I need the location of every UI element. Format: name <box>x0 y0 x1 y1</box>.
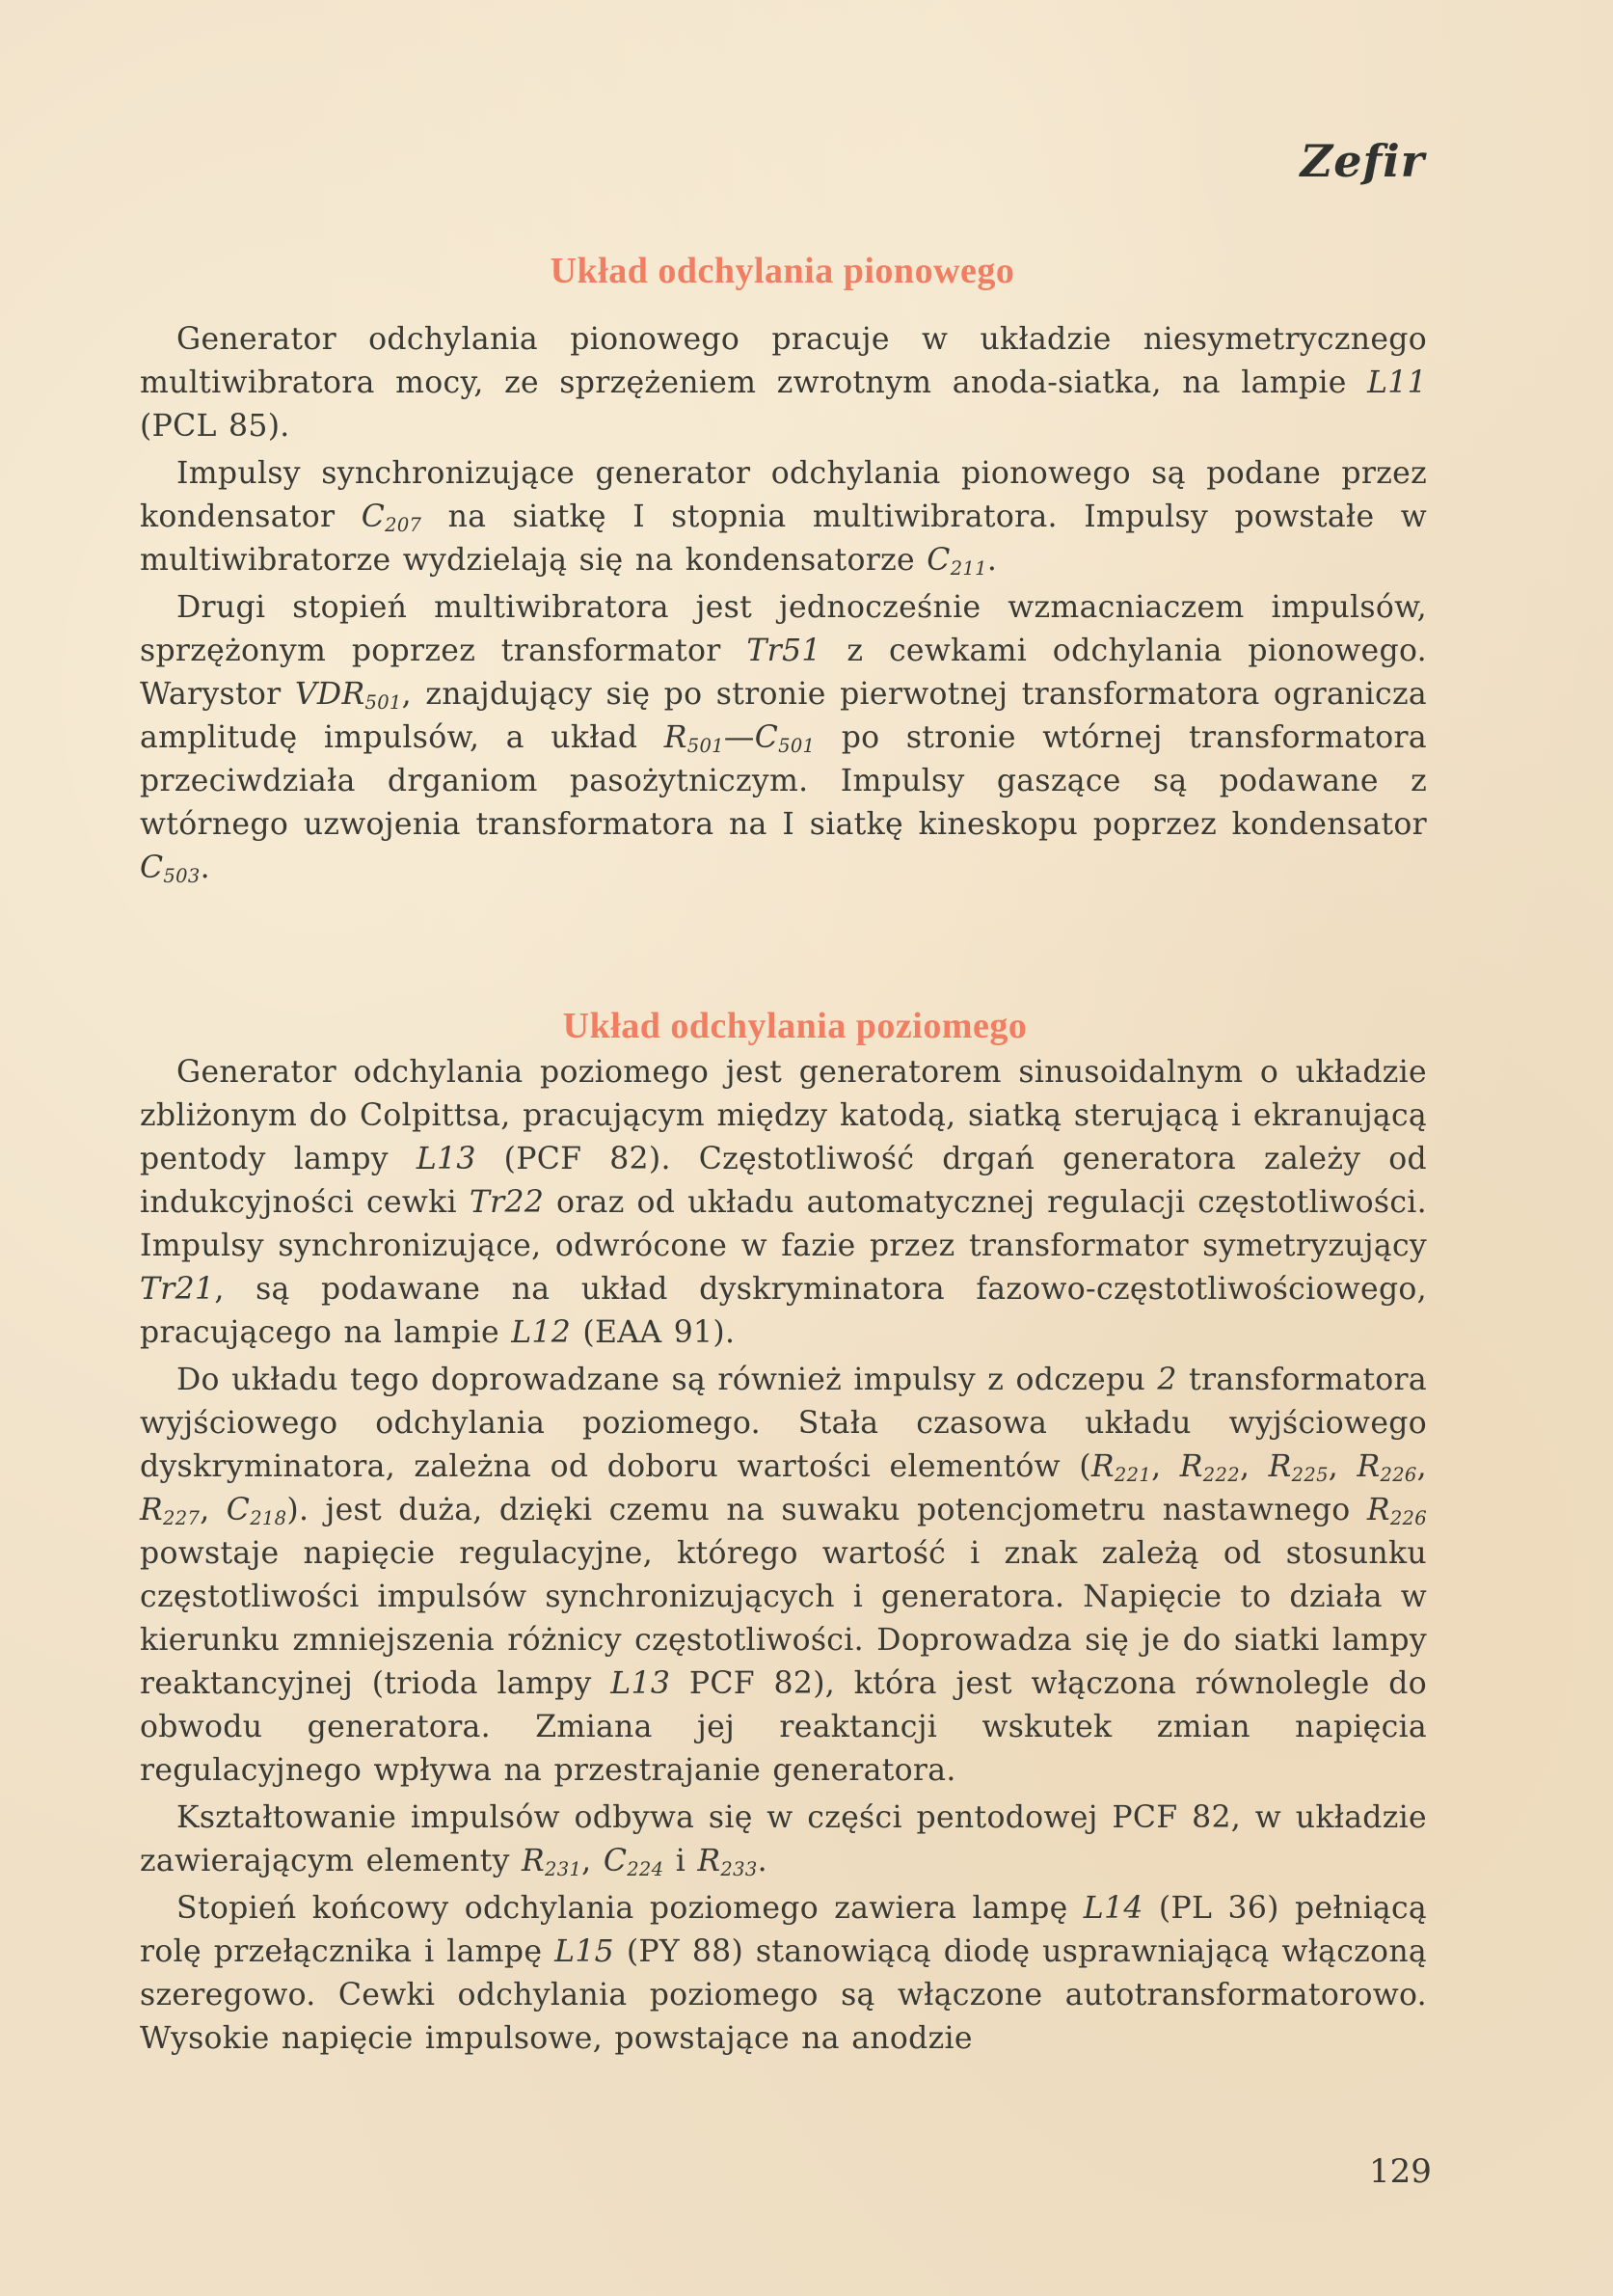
text-run: po stronie wtórnej transformatora przeciwdziała drganiom pasożytniczym. Impulsy gaszące są podawane z wtórnego uzwojenia transformatora na I siatkę kineskopu poprzez kondensator <box>140 720 1427 842</box>
paragraph <box>140 1359 1427 1793</box>
subscript: 222 <box>1202 1463 1240 1486</box>
text-run: , znajdujący się po stronie pierwotnej transformatora ogranicza amplitudę impulsów, a układ <box>140 677 1427 755</box>
paragraph <box>140 318 1427 448</box>
subscript: 211 <box>950 556 987 580</box>
text-run: PCF 82), która jest włączona równolegle do obwodu generatora. Zmiana jej reaktancji wskutek zmian napięcia regulacyjnego wpływa na przestrajanie generatora. <box>140 1666 1427 1788</box>
text-run: z cewkami odchylania pionowego. Warystor <box>140 634 1427 712</box>
component-designator: $C_{207}$ <box>361 500 422 536</box>
subscript: 231 <box>545 1857 582 1880</box>
italic-term: L12 <box>511 1315 572 1350</box>
text-run: Stopień końcowy odchylania poziomego zawiera lampę <box>176 1891 1084 1926</box>
running-head: Zefir <box>1300 135 1425 187</box>
component-designator: $R_{226}$ <box>1357 1449 1417 1486</box>
text-run: . <box>986 543 998 578</box>
subscript: 226 <box>1389 1506 1427 1529</box>
subscript: 225 <box>1291 1463 1329 1486</box>
text-run: (PCL 85). <box>140 409 290 444</box>
text-run: , <box>1328 1449 1358 1484</box>
paragraph <box>140 1796 1427 1883</box>
text-run: . <box>757 1844 767 1878</box>
text-run: Drugi stopień multiwibratora jest jednocześnie wzmacniaczem impulsów, sprzężonym poprzez transformator <box>140 590 1427 668</box>
text-run: (PL 36) pełniącą rolę przełącznika i lampę <box>140 1891 1427 1969</box>
section-title-vertical-deflection: Układ odchylania pionowego <box>550 250 1015 291</box>
paragraph <box>140 452 1427 582</box>
text-run: , <box>200 1493 227 1527</box>
subscript: 218 <box>250 1506 287 1529</box>
subscript: 221 <box>1114 1463 1152 1486</box>
subscript: 227 <box>163 1506 201 1529</box>
italic-term: L11 <box>1367 365 1427 400</box>
italic-term: 2 <box>1157 1363 1177 1397</box>
component-designator: $C_{501}$ <box>754 720 816 757</box>
component-designator: $R_{233}$ <box>697 1844 758 1880</box>
component-designator: $R_{222}$ <box>1179 1449 1240 1486</box>
component-designator: $R_{231}$ <box>521 1844 582 1880</box>
section-title-horizontal-deflection: Układ odchylania poziomego <box>562 1005 1028 1046</box>
text-run: , <box>1416 1449 1427 1484</box>
component-designator: $R_{227}$ <box>140 1493 201 1529</box>
text-run: (EAA 91). <box>571 1315 736 1350</box>
section-body-horizontal-deflection <box>140 1051 1427 2065</box>
text-run: (PCF 82). Częstotliwość drgań generatora zależy od indukcyjności cewki <box>140 1142 1427 1220</box>
text-run: , <box>581 1844 604 1878</box>
component-designator: $C_{224}$ <box>603 1844 664 1880</box>
component-designator: $VDR_{501}$ <box>294 677 402 714</box>
component-designator: $R_{501}$ <box>663 720 724 757</box>
text-run: . <box>200 851 210 885</box>
text-run: (PY 88) stanowiącą diodę usprawniającą włączoną szeregowo. Cewki odchylania poziomego są włączone autotransformatorowo. Wysokie napięcie impulsowe, powstające na anodzie <box>140 1934 1427 2056</box>
text-run: transformatora wyjściowego odchylania poziomego. Stała czasowa układu wyjściowego dyskryminatora, zależna od doboru wartości elementów ( <box>140 1363 1427 1484</box>
italic-term: L13 <box>610 1666 671 1701</box>
subscript: 501 <box>778 734 816 757</box>
italic-term: Tr51 <box>746 634 821 668</box>
text-run: oraz od układu automatycznej regulacji częstotliwości. Impulsy synchronizujące, odwrócone w fazie przez transformator symetryzujący <box>140 1185 1427 1263</box>
subscript: 207 <box>385 513 422 536</box>
text-run: Generator odchylania poziomego jest generatorem sinusoidalnym o układzie zbliżonym do Colpittsa, pracującym między katodą, siatką sterującą i ekranującą pentody lampy <box>140 1055 1427 1176</box>
page-number: 129 <box>1369 2152 1432 2191</box>
paragraph <box>140 1051 1427 1355</box>
text-run: Do układu tego doprowadzane są również impulsy z odczepu <box>176 1363 1158 1397</box>
subscript: 503 <box>163 864 201 887</box>
subscript: 224 <box>627 1857 664 1880</box>
paragraph <box>140 1887 1427 2061</box>
component-designator: $R_{226}$ <box>1366 1493 1427 1529</box>
subscript: 501 <box>364 690 402 714</box>
text-run: ). jest duża, dzięki czemu na suwaku potencjometru nastawnego <box>286 1493 1367 1527</box>
italic-term: L15 <box>554 1934 615 1969</box>
text-run: Generator odchylania pionowego pracuje w układzie niesymetrycznego multiwibratora mocy, ze sprzężeniem zwrotnym anoda-siatka, na lampie <box>140 322 1427 400</box>
text-run: Impulsy synchronizujące generator odchylania pionowego są podane przez kondensator <box>140 456 1427 534</box>
text-run: na siatkę I stopnia multiwibratora. Impulsy powstałe w multiwibratorze wydzielają się na kondensatorze <box>140 500 1428 578</box>
italic-term: L14 <box>1083 1891 1143 1926</box>
text-run: , <box>1239 1449 1269 1484</box>
paragraph <box>140 586 1427 890</box>
text-run: , <box>1151 1449 1180 1484</box>
italic-term: L13 <box>416 1142 476 1176</box>
text-run: — <box>723 720 755 755</box>
italic-term: Tr21 <box>140 1272 215 1307</box>
component-designator: $R_{225}$ <box>1268 1449 1329 1486</box>
subscript: 501 <box>686 734 724 757</box>
component-designator: $C_{211}$ <box>927 543 987 580</box>
text-run: powstaje napięcie regulacyjne, którego wartość i znak zależą od stosunku częstotliwości impulsów synchronizujących i generatora. Napięcie to działa w kierunku zmniejszenia różnicy częstotliwości. Doprowadza się je do siatki lampy reaktancyjnej (trioda lampy <box>140 1536 1427 1701</box>
component-designator: $R_{221}$ <box>1090 1449 1152 1486</box>
text-run: i <box>663 1844 698 1878</box>
component-designator: $C_{503}$ <box>140 851 201 887</box>
text-run: Kształtowanie impulsów odbywa się w części pentodowej PCF 82, w układzie zawierającym elementy <box>140 1800 1427 1878</box>
text-run: , są podawane na układ dyskryminatora fazowo-częstotliwościowego, pracującego na lampie <box>140 1272 1427 1350</box>
italic-term: Tr22 <box>469 1185 545 1220</box>
component-designator: $C_{218}$ <box>226 1493 287 1529</box>
subscript: 226 <box>1380 1463 1417 1486</box>
section-body-vertical-deflection <box>140 318 1427 894</box>
subscript: 233 <box>720 1857 758 1880</box>
